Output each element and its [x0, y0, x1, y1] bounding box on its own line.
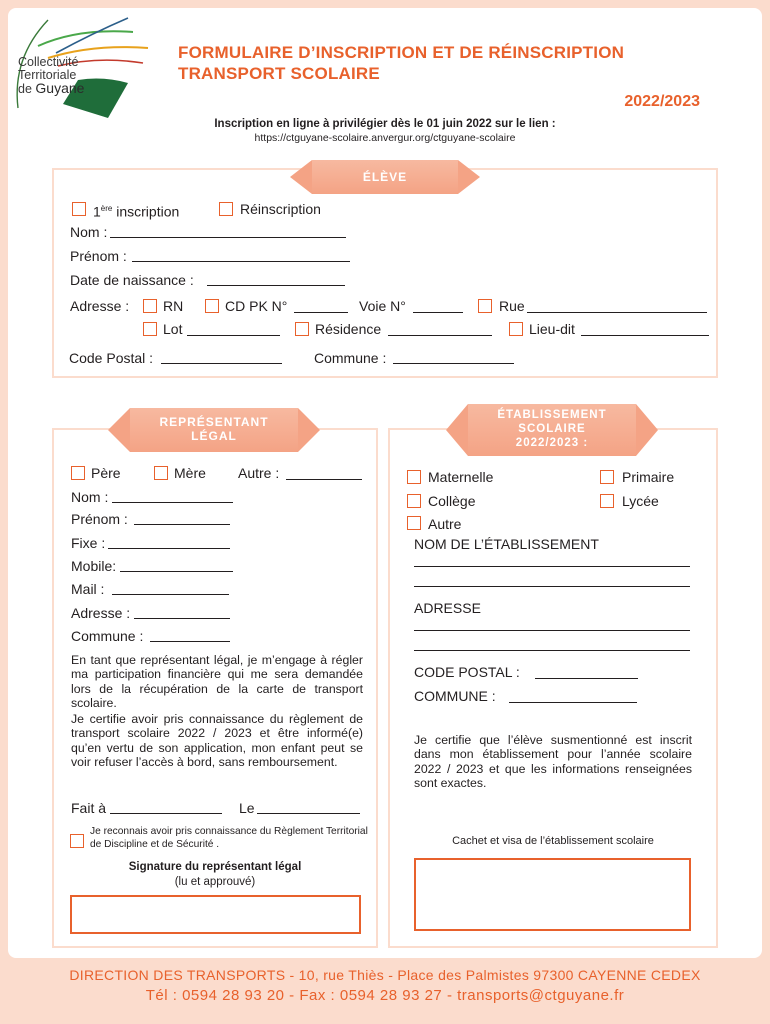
- residence-checkbox[interactable]: [295, 322, 309, 336]
- signature-subtitle: (lu et approuvé): [174, 876, 256, 888]
- maternelle-label: Maternelle: [428, 469, 494, 485]
- title-line2: TRANSPORT SCOLAIRE: [178, 64, 380, 83]
- etab-autre-label: Autre: [428, 516, 462, 532]
- etab-commune-field[interactable]: [509, 702, 637, 703]
- representant-banner: [130, 408, 298, 452]
- rep-certify-text: Je certifie avoir pris connaissance du règlement de transport scolaire 2022 / 2023 et être informé(e) qu’en vertu de son application, mon enfant peut se voir refuser l’accès à bord, sans remboursement.: [71, 712, 363, 769]
- first-inscription-sup: ère: [100, 204, 113, 213]
- rn-label: RN: [163, 298, 184, 314]
- rep-nom-field[interactable]: [112, 502, 233, 503]
- rep-mobile-label: Mobile:: [71, 558, 117, 574]
- lot-label: Lot: [163, 321, 183, 337]
- rep-mail-label: Mail :: [71, 581, 105, 597]
- rep-autre-field[interactable]: [286, 479, 362, 480]
- rep-mobile-field[interactable]: [120, 571, 233, 572]
- eleve-dob-label: Date de naissance :: [70, 272, 194, 288]
- cdpk-label: CD PK N°: [225, 298, 288, 314]
- lieudit-label: Lieu-dit: [529, 321, 575, 337]
- primaire-label: Primaire: [622, 469, 675, 485]
- online-url-link[interactable]: https://ctguyane-scolaire.anvergur.org/ctguyane-scolaire: [254, 132, 516, 144]
- pere-checkbox[interactable]: [71, 466, 85, 480]
- signature-title: Signature du représentant légal: [128, 861, 302, 873]
- mere-label: Mère: [174, 465, 206, 481]
- residence-field[interactable]: [388, 335, 492, 336]
- reinscription-checkbox[interactable]: [219, 202, 233, 216]
- rep-commitment-text: En tant que représentant légal, je m’engage à régler ma participation financière qui me sera demandée lors de la récupération de la carte de transport scolaire.: [71, 653, 363, 710]
- school-year: 2022/2023: [624, 93, 700, 110]
- logo-line3-name: Guyane: [35, 80, 85, 96]
- rep-fixe-label: Fixe :: [71, 535, 106, 551]
- rep-commune-field[interactable]: [150, 641, 230, 642]
- logo-text: [18, 56, 84, 96]
- pere-label: Père: [91, 465, 121, 481]
- etab-commune-label: COMMUNE :: [414, 688, 496, 704]
- nom-etab-field-1[interactable]: [414, 566, 690, 567]
- etablissement-banner-line3: 2022/2023 :: [515, 437, 589, 449]
- reglement-text: Je reconnais avoir pris connaissance du Règlement Territorial de Discipline et de Sécurité .: [90, 826, 368, 850]
- online-note: Inscription en ligne à privilégier dès le 01 juin 2022 sur le lien :: [214, 118, 556, 130]
- lieudit-checkbox[interactable]: [509, 322, 523, 336]
- eleve-banner: [312, 160, 458, 194]
- rep-adresse-field[interactable]: [134, 618, 230, 619]
- le-label: Le: [239, 800, 255, 816]
- college-checkbox[interactable]: [407, 494, 421, 508]
- etablissement-banner: [468, 404, 636, 456]
- title-line1: FORMULAIRE D’INSCRIPTION ET DE RÉINSCRIPTION: [178, 43, 625, 62]
- rep-fixe-field[interactable]: [108, 548, 230, 549]
- logo-line3-prefix: de: [18, 82, 32, 96]
- le-field[interactable]: [257, 813, 360, 814]
- logo-line2: Territoriale: [18, 68, 77, 82]
- lycee-checkbox[interactable]: [600, 494, 614, 508]
- first-inscription-checkbox[interactable]: [72, 202, 86, 216]
- eleve-commune-label: Commune :: [314, 350, 387, 366]
- cdpk-field[interactable]: [294, 312, 348, 313]
- nom-etab-label: NOM DE L’ÉTABLISSEMENT: [414, 536, 599, 552]
- eleve-cp-field[interactable]: [161, 363, 282, 364]
- college-label: Collège: [428, 493, 476, 509]
- lot-field[interactable]: [187, 335, 280, 336]
- rep-adresse-label: Adresse :: [71, 605, 131, 621]
- etab-adresse-field-2[interactable]: [414, 650, 690, 651]
- cdpk-checkbox[interactable]: [205, 299, 219, 313]
- eleve-nom-field[interactable]: [110, 237, 346, 238]
- etab-cp-label: CODE POSTAL :: [414, 664, 520, 680]
- rep-autre-label: Autre :: [238, 465, 280, 481]
- maternelle-checkbox[interactable]: [407, 470, 421, 484]
- etab-adresse-field-1[interactable]: [414, 630, 690, 631]
- rue-label: Rue: [499, 298, 525, 314]
- representant-banner-line2: LÉGAL: [191, 429, 237, 443]
- primaire-checkbox[interactable]: [600, 470, 614, 484]
- rue-checkbox[interactable]: [478, 299, 492, 313]
- reglement-checkbox[interactable]: [70, 834, 84, 848]
- fait-a-field[interactable]: [110, 813, 222, 814]
- rue-field[interactable]: [527, 312, 707, 313]
- voie-label: Voie N°: [359, 298, 406, 314]
- etab-adresse-label: ADRESSE: [414, 600, 481, 616]
- cachet-box[interactable]: [414, 858, 691, 931]
- eleve-nom-label: Nom :: [70, 224, 108, 240]
- etab-autre-checkbox[interactable]: [407, 516, 421, 530]
- logo-line1: Collectivité: [18, 55, 79, 69]
- etab-certify-text: Je certifie que l’élève susmentionné est inscrit dans mon établissement pour l’année scolaire 2022 / 2023 et que les informations renseignées sont exactes.: [414, 733, 692, 790]
- residence-label: Résidence: [315, 321, 382, 337]
- cachet-label: Cachet et visa de l’établissement scolaire: [452, 835, 654, 847]
- voie-field[interactable]: [413, 312, 463, 313]
- first-inscription-num: 1: [93, 203, 101, 220]
- fait-a-label: Fait à: [71, 800, 107, 816]
- rep-prenom-field[interactable]: [134, 524, 230, 525]
- form-title: [178, 42, 624, 84]
- eleve-adresse-label: Adresse :: [70, 298, 130, 314]
- eleve-prenom-field[interactable]: [132, 261, 350, 262]
- mere-checkbox[interactable]: [154, 466, 168, 480]
- footer-address: DIRECTION DES TRANSPORTS - 10, rue Thiès - Place des Palmistes 97300 CAYENNE CEDEX: [69, 967, 701, 983]
- eleve-dob-field[interactable]: [207, 285, 345, 286]
- footer-contact: Tél : 0594 28 93 20 - Fax : 0594 28 93 27 - transports@ctguyane.fr: [145, 987, 625, 1004]
- first-inscription-rest: inscription: [112, 203, 180, 220]
- eleve-commune-field[interactable]: [393, 363, 514, 364]
- rep-mail-field[interactable]: [112, 594, 229, 595]
- nom-etab-field-2[interactable]: [414, 586, 690, 587]
- etablissement-banner-line1: ÉTABLISSEMENT: [497, 409, 607, 421]
- rep-nom-label: Nom :: [71, 489, 109, 505]
- representant-banner-line1: REPRÉSENTANT: [159, 415, 269, 429]
- rn-checkbox[interactable]: [143, 299, 157, 313]
- etab-cp-field[interactable]: [535, 678, 638, 679]
- eleve-prenom-label: Prénom :: [70, 248, 127, 264]
- lot-checkbox[interactable]: [143, 322, 157, 336]
- first-inscription-label: [93, 201, 179, 220]
- rep-commune-label: Commune :: [71, 628, 144, 644]
- etablissement-banner-line2: SCOLAIRE: [518, 423, 586, 435]
- lieudit-field[interactable]: [581, 335, 709, 336]
- lycee-label: Lycée: [622, 493, 659, 509]
- eleve-banner-label: ÉLÈVE: [362, 170, 408, 184]
- reinscription-label: Réinscription: [240, 201, 321, 217]
- rep-prenom-label: Prénom :: [71, 511, 128, 527]
- eleve-cp-label: Code Postal :: [69, 350, 154, 366]
- signature-box[interactable]: [70, 895, 361, 934]
